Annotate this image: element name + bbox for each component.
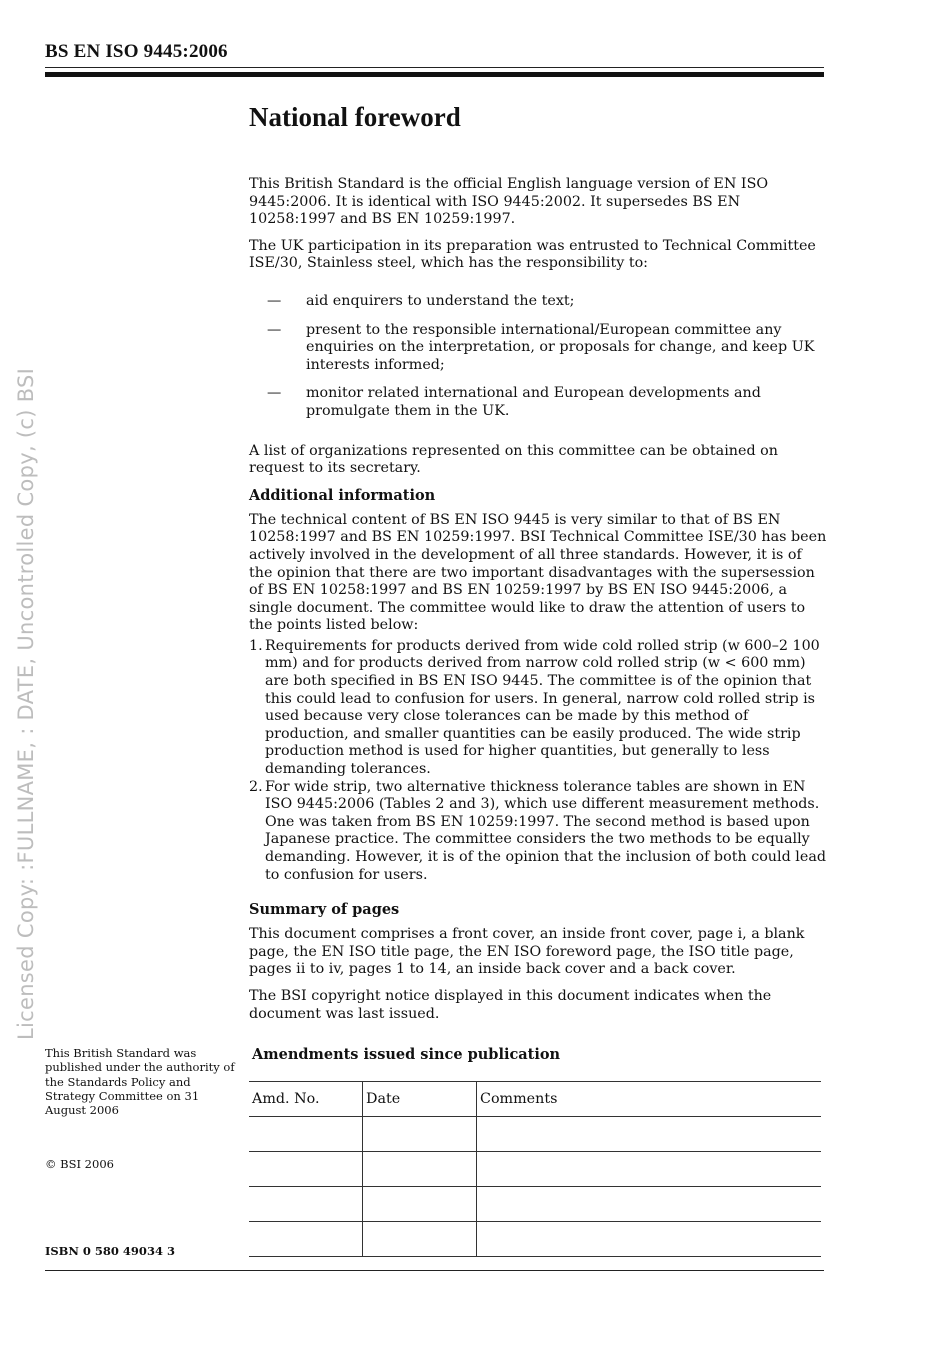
list-item — [249, 638, 829, 779]
table-cell — [477, 1152, 822, 1187]
dash-marker: — — [267, 385, 282, 402]
list-item-text: monitor related international and European developments and promulgate them in the UK. — [306, 385, 761, 419]
table-header-row — [249, 1082, 821, 1117]
summary-heading: Summary of pages — [249, 901, 400, 919]
page-title: National foreword — [249, 102, 461, 132]
table-cell — [249, 1222, 363, 1257]
table-cell — [477, 1187, 822, 1222]
intro-paragraph: This British Standard is the official English language version of EN ISO 9445:2006. It is identical with ISO 9445:2002. It supersedes BS EN 10258:1997 and BS EN 10259:1997. — [249, 176, 769, 228]
copyright-note: The BSI copyright notice displayed in this document indicates when the document was last issued. — [249, 987, 772, 1022]
table-cell — [363, 1187, 477, 1222]
list-item — [249, 779, 829, 885]
table-cell — [363, 1117, 477, 1152]
main-content — [249, 100, 829, 1032]
footer-rule — [45, 1270, 824, 1271]
table-cell — [477, 1117, 822, 1152]
table-cell — [249, 1187, 363, 1222]
license-watermark: Licensed Copy: :FULLNAME, : DATE, Uncontrolled Copy, (c) BSI — [14, 367, 38, 1040]
table-cell — [477, 1222, 822, 1257]
list-item-text: present to the responsible international/European committee any enquiries on the interpretation, or proposals for change, and keep UK interests informed; — [306, 321, 815, 373]
additional-info-paragraph: The technical content of BS EN ISO 9445 is very similar to that of BS EN 10258:1997 and BS EN 10259:1997. BSI Technical Committee ISE/30 has been actively involved in the development of all three standards. However, it is of the opinion that there are two important disadvantages with the supersession of BS EN 10258:1997 and BS EN 10259:1997 by BS EN ISO 9445:2006, a single document. The committee would like to draw the attention of users to the points listed below: — [249, 511, 827, 634]
point-number: 1. — [249, 637, 263, 654]
table-row — [249, 1117, 821, 1152]
table-row — [249, 1187, 821, 1222]
header-thick-rule — [45, 72, 824, 77]
point-text: Requirements for products derived from wide cold rolled strip (w 600–2 100 mm) and for products derived from narrow cold rolled strip (w < 600 mm) are both specified in BS EN ISO 9445. The committee is of the opinion that this could lead to confusion for users. In general, narrow cold rolled strip is used because very close tolerances can be made by this method of production, and smaller quantities can be easily produced. The wide strip production method is used for higher quantities, but generally to less demanding tolerances. — [265, 637, 820, 778]
table-row — [249, 1222, 821, 1257]
table-cell — [363, 1222, 477, 1257]
point-text: For wide strip, two alternative thickness tolerance tables are shown in EN ISO 9445:2006 (Tables 2 and 3), which use different measurement methods. One was taken from BS EN 10259:1997. The second method is based upon Japanese practice. The committee considers the two methods to be equally demanding. However, it is of the opinion that the inclusion of both could lead to confusion for users. — [265, 778, 826, 883]
list-item — [249, 322, 829, 375]
document-id-header: BS EN ISO 9445:2006 — [45, 41, 228, 62]
amendments-title: Amendments issued since publication — [252, 1046, 561, 1063]
column-header-comments: Comments — [477, 1082, 822, 1117]
header-thin-rule — [45, 67, 824, 68]
column-header-date: Date — [363, 1082, 477, 1117]
additional-info-heading: Additional information — [249, 486, 436, 504]
list-item — [249, 293, 829, 311]
isbn-line: ISBN 0 580 49034 3 — [45, 1244, 175, 1258]
dash-marker: — — [267, 321, 282, 338]
table-cell — [249, 1117, 363, 1152]
table-cell — [363, 1152, 477, 1187]
table-cell — [249, 1152, 363, 1187]
column-header-amd-no: Amd. No. — [249, 1082, 363, 1117]
publication-note: This British Standard was published under the authority of the Standards Policy and Strategy Committee on 31 August 2006 — [45, 1046, 235, 1118]
points-list — [249, 638, 829, 884]
copyright-line: © BSI 2006 — [45, 1157, 114, 1171]
committee-list-note: A list of organizations represented on this committee can be obtained on request to its secretary. — [249, 442, 778, 477]
amendments-table — [249, 1081, 821, 1257]
dash-marker: — — [267, 292, 282, 309]
table-row — [249, 1152, 821, 1187]
point-number: 2. — [249, 778, 263, 795]
responsibility-list — [249, 293, 829, 421]
committee-paragraph: The UK participation in its preparation was entrusted to Technical Committee ISE/30, Stainless steel, which has the responsibility to: — [249, 237, 816, 272]
list-item-text: aid enquirers to understand the text; — [306, 292, 575, 309]
list-item — [249, 385, 829, 420]
summary-paragraph: This document comprises a front cover, an inside front cover, page i, a blank page, the EN ISO title page, the EN ISO foreword page, the ISO title page, pages ii to iv, pages 1 to 14, an inside back cover and a back cover. — [249, 926, 805, 978]
